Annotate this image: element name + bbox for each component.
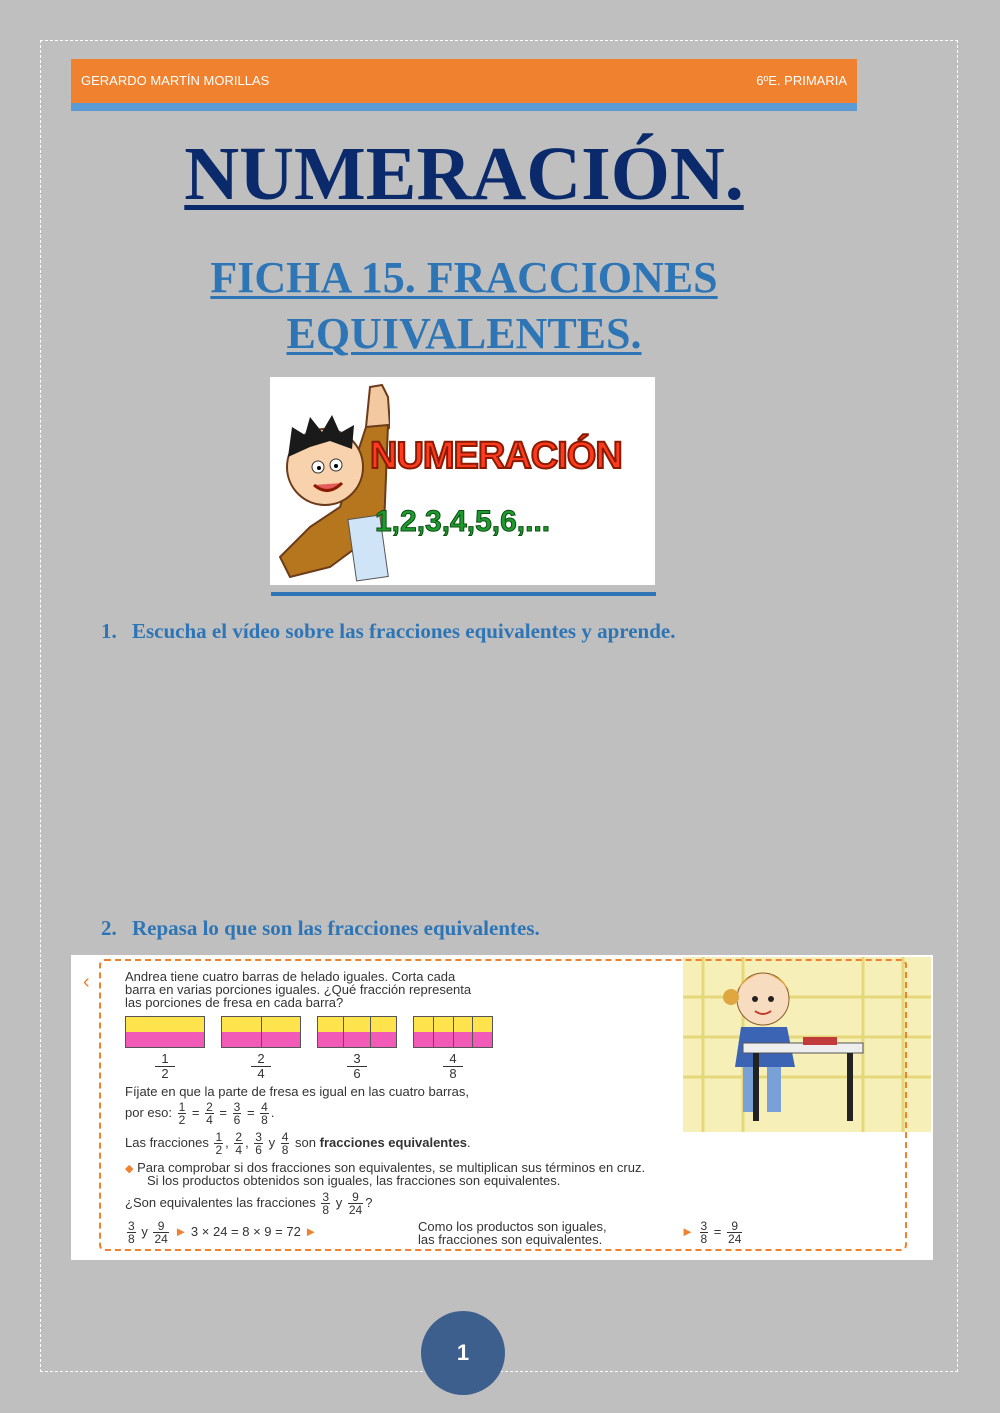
eq-fraction-1 (178, 1101, 187, 1126)
ab-num: 9 (153, 1220, 168, 1233)
aa-den: 8 (128, 1232, 135, 1247)
eq-4-num: 4 (261, 1100, 268, 1115)
por-eso-line: por eso: $\frac{1}{2}$ = $\frac{2}{4}$ = $\frac{3}{6}$ = $\frac{4}{8}$ . (125, 1100, 275, 1128)
equivalence-question (125, 1191, 372, 1216)
list-fraction-4 (281, 1131, 290, 1156)
question-fraction-b (348, 1191, 363, 1216)
bar-segment (454, 1017, 474, 1047)
y-word: y (268, 1135, 276, 1150)
final-fraction-b (727, 1220, 742, 1245)
ice-cream-bar-2 (221, 1016, 301, 1048)
page-title-text: NUMERACIÓN. (184, 132, 744, 216)
answer-fraction-b (153, 1220, 168, 1245)
bar-4-denominator: 8 (449, 1066, 457, 1081)
eq-2-num: 2 (206, 1100, 213, 1115)
page-number: 1 (421, 1311, 505, 1395)
list-4-den: 8 (281, 1143, 289, 1158)
aa-num: 3 (128, 1219, 135, 1234)
las-fracciones-label: Las fracciones (125, 1135, 209, 1150)
bar-segment (371, 1017, 396, 1047)
bar-segment (262, 1017, 301, 1047)
answer-fraction-a (127, 1220, 136, 1245)
qb-den: 24 (348, 1203, 363, 1218)
bar-segment (414, 1017, 434, 1047)
fijate-line: Fíjate en que la parte de fresa es igual en las cuatro barras, (125, 1084, 469, 1099)
qa-den: 8 (322, 1203, 330, 1218)
bar-3-denominator: 6 (353, 1066, 361, 1081)
header-author: GERARDO MARTÍN MORILLAS (81, 73, 270, 88)
ice-cream-bar-1 (125, 1016, 205, 1048)
subtitle-line-2: EQUIVALENTES. (286, 309, 642, 358)
y-word-2: y (335, 1195, 343, 1210)
page-header (71, 59, 857, 103)
bar-1-numerator: 1 (155, 1052, 175, 1067)
list-3-den: 6 (255, 1143, 262, 1158)
list-2-num: 2 (235, 1130, 243, 1145)
bar-4-numerator: 4 (443, 1052, 463, 1067)
ice-cream-bar-4 (413, 1016, 493, 1048)
eq-fraction-4 (260, 1101, 269, 1126)
bar-1-fraction (155, 1052, 175, 1081)
qa-num: 3 (322, 1190, 330, 1205)
question-1-text: Escucha el vídeo sobre las fracciones equivalentes y aprende. (132, 619, 676, 643)
question-fraction-a (321, 1191, 330, 1216)
conclusion-line-2: las fracciones son equivalentes. (418, 1232, 603, 1247)
bar-2-fraction (251, 1052, 271, 1081)
bar-3-fraction (347, 1052, 367, 1081)
subtitle-line-1: FICHA 15. FRACCIONES (210, 253, 718, 302)
list-2-den: 4 (235, 1143, 243, 1158)
final-fraction-a (700, 1220, 709, 1245)
eq-fraction-2 (205, 1101, 214, 1126)
ab-den: 24 (154, 1232, 168, 1247)
arrow-right-icon: ► (681, 1224, 694, 1239)
list-fraction-3 (254, 1131, 263, 1156)
question-1 (101, 619, 675, 644)
ice-cream-bar-3 (317, 1016, 397, 1048)
fracciones-equivalentes-bold: fracciones equivalentes (319, 1135, 468, 1150)
arrow-right-icon: ► (174, 1224, 188, 1239)
eq-3-den: 6 (233, 1113, 241, 1128)
eq-1-den: 2 (178, 1113, 186, 1128)
question-2 (101, 916, 540, 941)
bar-4-fraction (443, 1052, 463, 1081)
bar-1-denominator: 2 (161, 1066, 169, 1081)
y-word-3: y (141, 1224, 148, 1239)
numeracion-illustration (270, 377, 655, 585)
question-2-text: Repasa lo que son las fracciones equivalentes. (132, 916, 540, 940)
intro-line-2: barra en varias porciones iguales. ¿Qué fracción representa (125, 982, 472, 997)
fa-den: 8 (700, 1232, 708, 1247)
son-word: son (295, 1135, 317, 1150)
list-1-num: 1 (215, 1130, 223, 1145)
fb-num: 9 (727, 1220, 742, 1233)
page-title (0, 132, 928, 216)
header-grade: 6ºE. PRIMARIA (756, 73, 847, 88)
bullet-icon: ◆ (125, 1163, 134, 1175)
intro-line-3: las porciones de fresa en cada barra? (125, 995, 344, 1010)
eq-3-num: 3 (233, 1100, 241, 1115)
bar-segment (126, 1017, 204, 1047)
list-fraction-2 (234, 1131, 243, 1156)
eq-4-den: 8 (261, 1113, 268, 1128)
final-equality: ► $\frac{3}{8}$ = $\frac{9}{24}$ (681, 1219, 742, 1247)
bar-3-numerator: 3 (347, 1052, 367, 1067)
conclusion-line-1: Como los productos son iguales, (418, 1219, 607, 1234)
equivalence-question-suffix: ? (365, 1195, 373, 1210)
bar-2-denominator: 4 (257, 1066, 265, 1081)
fa-num: 3 (700, 1219, 708, 1234)
rule-line-1-text: Para comprobar si dos fracciones son equivalentes, se multiplican sus términos en cruz. (137, 1160, 646, 1175)
question-1-number: 1. (101, 619, 117, 643)
question-2-number: 2. (101, 916, 117, 940)
bar-segment (434, 1017, 454, 1047)
list-1-den: 2 (215, 1143, 223, 1158)
bar-segment (473, 1017, 492, 1047)
worksheet-subtitle (150, 250, 778, 362)
list-fraction-1 (214, 1131, 223, 1156)
section-divider (271, 592, 656, 596)
chevron-left-icon: ‹ (83, 971, 90, 993)
bar-2-numerator: 2 (251, 1052, 271, 1067)
list-3-num: 3 (255, 1130, 262, 1145)
intro-line-1: Andrea tiene cuatro barras de helado iguales. Corta cada (125, 969, 456, 984)
cross-product: 3 × 24 = 8 × 9 = 72 (190, 1224, 301, 1239)
boy-illustration (270, 377, 390, 585)
equivalence-question-prefix: ¿Son equivalentes las fracciones (125, 1195, 316, 1210)
answer-line (125, 1219, 317, 1245)
por-eso-label: por eso: (125, 1105, 172, 1120)
eq-1-num: 1 (178, 1100, 186, 1115)
list-4-num: 4 (281, 1130, 289, 1145)
arrow-right-icon: ► (304, 1224, 318, 1239)
bar-segment (344, 1017, 370, 1047)
logo-word: NUMERACIÓN (370, 435, 622, 477)
las-fracciones-line: Las fracciones $\frac{1}{2}$ , $\frac{2}{4}$ , $\frac{3}{6}$ y $\frac{4}{8}$ son fracciones equivalentes. (125, 1130, 471, 1158)
rule-line-2: Si los productos obtenidos son iguales, las fracciones son equivalentes. (147, 1173, 561, 1188)
bar-segment (318, 1017, 344, 1047)
logo-numbers: 1,2,3,4,5,6,... (375, 505, 551, 538)
bar-segment (222, 1017, 262, 1047)
header-stripe (71, 103, 857, 111)
eq-2-den: 4 (206, 1113, 213, 1128)
equivalent-fractions-panel (71, 955, 933, 1260)
fb-den: 24 (728, 1232, 742, 1247)
qb-num: 9 (348, 1191, 363, 1204)
eq-fraction-3 (233, 1101, 242, 1126)
